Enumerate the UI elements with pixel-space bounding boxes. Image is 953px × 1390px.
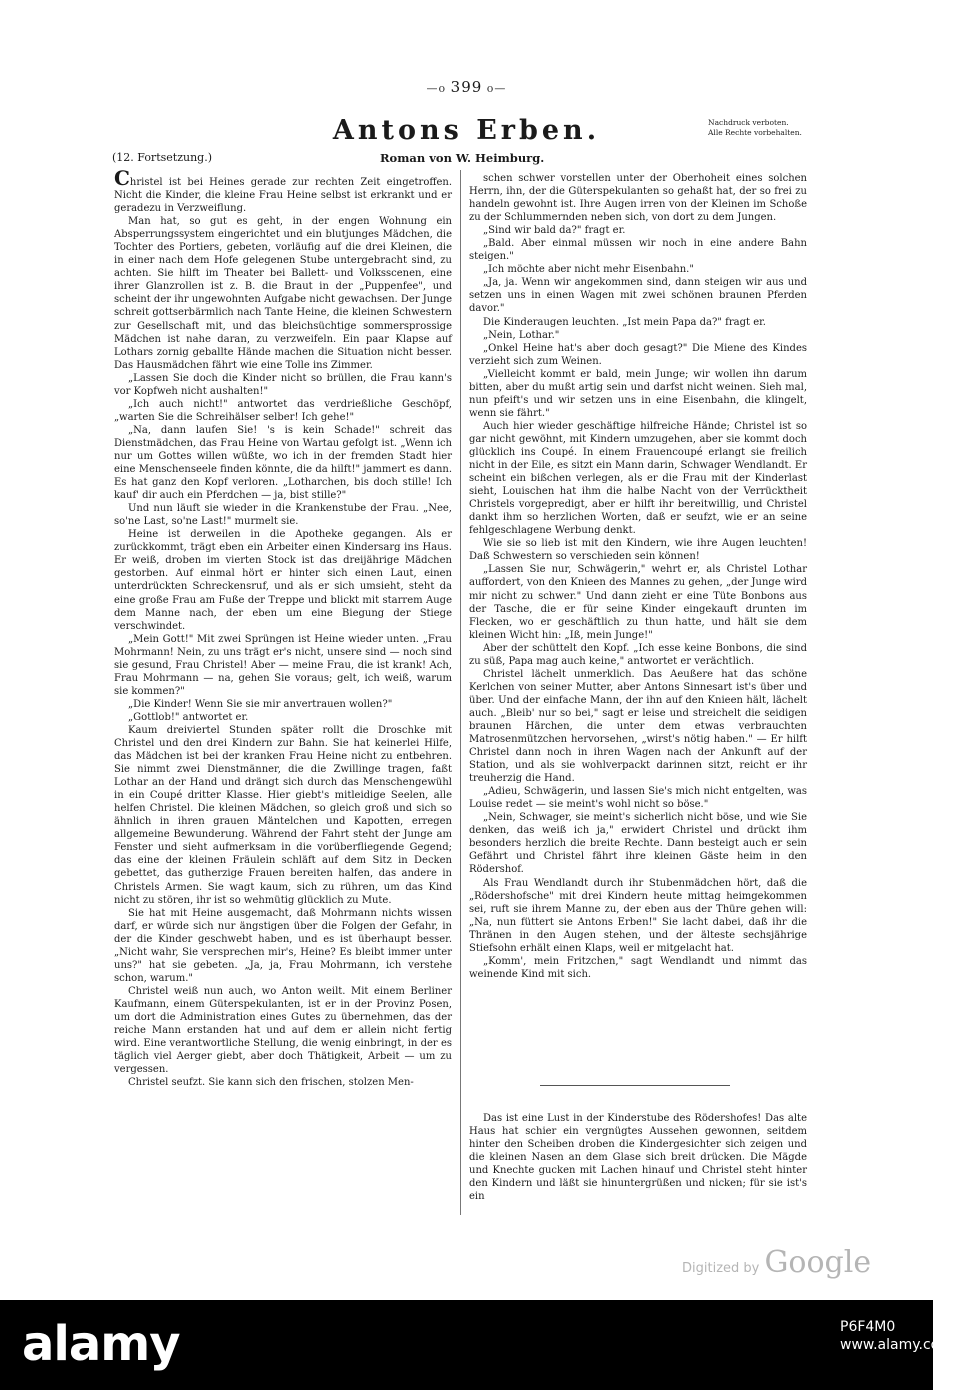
drop-initial: C (114, 166, 130, 190)
paragraph: Als Frau Wendlandt durch ihr Stubenmädchen hört, daß die „Rödershofsche" mit drei Kindern heute mittag heimgekommen sei, ruft sie ihrem Manne zu, der eben aus der Thüre gehen will: „Na, nun füttert sie Antons Erben!" Sie lacht dabei, daß ihr die Thränen in den Augen stehen, und der älteste sechsjährige Stiefsohn erhält einen Klaps, weil er mitgelacht hat. (469, 877, 807, 954)
paragraph: „Ja, ja. Wenn wir angekommen sind, dann steigen wir aus und setzen uns in einen Wagen mit zwei schönen braunen Pferden davor." (469, 277, 807, 315)
rights-line-1: Nachdruck verboten. (708, 118, 789, 127)
paragraph: Auch hier wieder geschäftige hilfreiche Hände; Christel ist so gar nicht gewöhnt, mit Kindern umzugehen, aber sie kommt doch glücklich ins Coupé. In einem Frauencoupé erlangt sie freilich nicht in der Eile, es sitzt ein Mann darin, Schwager Wendlandt. Er scheint ein bißchen verlegen, als er die Frau mit der Kinderlast sieht, Louischen hat ihm die halbe Nacht von der Verrücktheit Christels vorgepredigt, aber er hilft ihr bereitwillig, und Christel dankt ihm so herzlichen Worten, daß er seufzt, wie er an seine fehlgeschlagene Werbung denkt. (469, 420, 807, 537)
paragraph: „Komm', mein Fritzchen," sagt Wendlandt und nimmt das weinende Kind mit sich. (469, 955, 807, 980)
chapter-title: Antons Erben. (332, 115, 601, 146)
stock-logo: alamy (22, 1316, 180, 1372)
paragraph: „Ich möchte aber nicht mehr Eisenbahn." (483, 264, 694, 276)
section-divider (540, 1085, 730, 1086)
paragraph: Aber der schüttelt den Kopf. „Ich esse keine Bonbons, die sind zu süß, Papa mag auch keine," antwortet er verächtlich. (469, 642, 807, 667)
column-divider (460, 170, 461, 1215)
paragraph: Wie sie so lieb ist mit den Kindern, wie ihre Augen leuchten! Daß Schwestern so verschieden sein können! (469, 538, 807, 563)
paragraph: Christel seufzt. Sie kann sich den frischen, stolzen Men- (128, 1077, 414, 1089)
paragraph: Kaum dreiviertel Stunden später rollt die Droschke mit Christel und den drei Kindern zur Bahn. Sie hat keinerlei Hilfe, das Mädchen ist bei der kranken Frau Heine nicht zu entbehren. Sie nimmt zwei Dienstmänner, die die Zwillinge tragen, faßt Lothar an der Hand und drängt sich durch das Menschengewühl in ein Coupé dritter Klasse. Hier giebt's mitleidige Seelen, alle helfen Christel. Die kleinen Mädchen, so gleich groß und sich so ähnlich in ihren grauen Mäntelchen und Kapotten, erregen allgemeine Bewunderung. Während der Fahrt steht der Junge am Fenster und sieht aufmerksam in die vorüberfliegende Gegend; das eine der kleinen Fräulein schläft auf dem Sitz in Decken gebettet, das gutherzige Frauen bereiten halfen, das andere in Christels Armen. Sie wagt kaum, sich zu rühren, um das Kind nicht zu stören, ihr ist so wehmütig glücklich zu Mute. (114, 724, 452, 906)
right-text-column (469, 172, 807, 1217)
paragraph: „Ich auch nicht!" antwortet das verdrießliche Geschöpf, „warten Sie die Schreihälser selber! Ich gehe!" (114, 398, 452, 423)
paragraph: „Adieu, Schwägerin, und lassen Sie's mich nicht entgelten, was Louise redet — sie meint's wohl nicht so böse." (469, 786, 807, 811)
paragraph: „Lassen Sie doch die Kinder nicht so brüllen, die Frau kann's vor Kopfweh nicht aushalten!" (114, 372, 452, 397)
paragraph: „Na, dann laufen Sie! 's is kein Schade!" schreit das Dienstmädchen, das Frau Heine von Wartau gefolgt ist. „Wenn ich nur um Gottes willen wüßte, wo ich in der fremden Stadt hier eine Menschenseele finden könnte, die da hilft!" jammert es dann. Es hat ganz den Kopf verloren. „Lotharchen, bis doch stille! Ich kauf' dir auch ein Pferdchen — ja, bist stille?" (114, 424, 452, 502)
paragraph: „Nein, Schwager, sie meint's sicherlich nicht böse, und wie Sie denken, das weiß ich ja," erwidert Christel und drückt ihm besonders herzlich die breite Rechte. Dann besteigt auch er sein Gefährt und Christel fährt ihre kleinen Gäste heim in den Rödershof. (469, 812, 807, 876)
paragraph: „Mein Gott!" Mit zwei Sprüngen ist Heine wieder unten. „Frau Mohrmann! Nein, zu uns trägt er's nicht, unsere sind — noch sind sie gesund, Frau Christel! Aber — meine Frau, die ist krank! Ach, Frau Mohrmann — na, gehen Sie voraus; gelt, ich weiß, warum sie kommen?" (114, 633, 452, 697)
right-text-column-continued (469, 1112, 807, 1212)
paragraph: Und nun läuft sie wieder in die Krankenstube der Frau. „Nee, so'ne Last, so'ne Last!" murmelt sie. (114, 503, 452, 528)
paragraph: „Sind wir bald da?" fragt er. (483, 225, 626, 237)
paragraph: „Gottlob!" antwortet er. (128, 711, 249, 723)
paragraph: Die Kinderaugen leuchten. „Ist mein Papa da?" fragt er. (483, 316, 766, 328)
paragraph: „Bald. Aber einmal müssen wir noch in eine andere Bahn steigen." (469, 238, 807, 263)
paragraph: „Lassen Sie nur, Schwägerin," wehrt er, als Christel Lothar auffordert, von den Knieen des Mannes zu gehen, „der Junge wird mir nicht zu schwer." Und dann zieht er eine Tüte Bonbons aus der Tasche, die er für seine Kinder eingekauft drunten im Flecken, wo er geschäftlich zu thun hatte, und hält sie dem kleinen Wicht hin: „Iß, mein Junge!" (469, 564, 807, 641)
digitized-watermark: Digitized by Google (682, 1245, 872, 1280)
installment-label: (12. Fortsetzung.) (112, 151, 212, 164)
rights-notice (708, 118, 858, 138)
paragraph: Man hat, so gut es geht, in der engen Wohnung ein Absperrungssystem eingerichtet und ein blutjunges Mädchen, die Tochter des Portiers, gebeten, vorläufig auf die drei Kleinen, die in einer nach dem Hofe gelegenen Stube untergebracht sind, zu achten. Sie hilft im Theater bei Ballett- und Volksscenen, eine ihrer Glanzrollen ist z. B. die Braut in der „Puppenfee", und scheint der ihr ungewohnten Aufgabe nicht gewachsen. Der Junge schreit gottserbärmlich nach Tante Heine, die kleinen Schwestern zur Gesellschaft mit, und das bleichsüchtige sommersprossige Mädchen ist nahe daran, zu verzweifeln. Ein paar Klapse auf Lothars zornig geballte Hände machen die Situation nicht besser. Das Hausmädchen fährt wie eine Tolle ins Zimmer. (114, 216, 452, 371)
paragraph: „Die Kinder! Wenn Sie sie mir anvertrauen wollen?" (128, 698, 393, 710)
paragraph: „Vielleicht kommt er bald, mein Junge; wir wollen ihn darum bitten, aber du mußt artig sein und darfst nicht weinen. Sieh mal, nun pfeift's und wir setzen uns in eine Eisenbahn, die klingelt, wenn sie fährt." (469, 368, 807, 419)
page-number: —o 399 o— (426, 78, 507, 96)
paragraph: Christel weiß nun auch, wo Anton weilt. Mit einem Berliner Kaufmann, einem Güterspekulanten, ist er in der Provinz Posen, um dort die Administration eines Gutes zu übernehmen, das der reiche Mann erstanden hat und auf dem er allein nicht fertig wird. Eine verantwortliche Stellung, die wenig einbringt, in der es täglich viel Aerger giebt, aber doch Thätigkeit, Arbeit — um zu vergessen. (114, 985, 452, 1076)
paragraph: Christel ist bei Heines gerade zur rechten Zeit eingetroffen. Nicht die Kinder, die kleine Frau Heine selbst ist erkrankt und er geradezu in Verzweiflung. (114, 166, 452, 215)
rights-line-2: Alle Rechte vorbehalten. (708, 128, 802, 137)
paragraph: „Onkel Heine hat's aber doch gesagt?" Die Miene des Kindes verzieht sich zum Weinen. (469, 342, 807, 367)
left-text-column (114, 166, 452, 1212)
paragraph: schen schwer vorstellen unter der Oberhoheit eines solchen Herrn, ihn, der die Güterspekulanten so gehaßt hat, der so frei zu handeln gewohnt ist. Ihre Augen irren von der Kleinen im Schoße zu der Schlummernden neben sich, von dort zu dem Jungen. (469, 173, 807, 224)
stock-id-block (840, 1318, 953, 1354)
paragraph: „Nein, Lothar." (483, 329, 560, 341)
stock-image-id: P6F4M0 (840, 1319, 896, 1335)
stock-site: www.alamy.com (840, 1337, 953, 1353)
paragraph: Christel lächelt unmerklich. Das Aeußere hat das schöne Kerlchen von seiner Mutter, aber Antons Sinnesart ist's über und über. Und der einfache Mann, der ihn auf den Knieen hält, lächelt auch. „Bleib' nur so bei," sagt er leise und streichelt die seidigen braunen Härchen, die unter dem etwas verbrauchten Matrosenmützchen hervorsehen, „wirst's nötig haben." — Er hilft Christel dann noch in ihren Wagen nach der Ankunft auf der Station, und als sie wohlverpackt darinnen sitzt, reicht er ihr treuherzig die Hand. (469, 668, 807, 785)
paragraph: Heine ist derweilen in die Apotheke gegangen. Als er zurückkommt, trägt eben ein Arbeiter einen Kindersarg ins Haus. Er weiß, droben im vierten Stock ist das dreijährige Mädchen gestorben. Auf einmal hört er hinter sich einen Laut, einen unterdrückten Schreckensruf, und als er sich umsieht, steht da eine große Frau am Fuße der Treppe und blickt mit starrem Auge dem Manne nach, der eben um eine Biegung der Stiege verschwindet. (114, 529, 452, 632)
author-byline: Roman von W. Heimburg. (380, 151, 545, 165)
paragraph: Das ist eine Lust in der Kinderstube des Rödershofes! Das alte Haus hat schier ein vergnügtes Aussehen gewonnen, seitdem hinter den Scheiben droben die Kindergesichter sich zeigen und die kleinen Nasen an dem Glase sich breit drücken. Die Mägde und Knechte gucken mit Lachen hinauf und Christel steht hinter den Kindern und läßt sie hinuntergrüßen und nicken; für sie ist's ein (469, 1113, 807, 1203)
paragraph: Sie hat mit Heine ausgemacht, daß Mohrmann nichts wissen darf, er würde sich nur ängstigen über die Folgen der Gefahr, in der die Kinder geschwebt haben, und es ist überhaupt besser. „Nicht wahr, Sie versprechen mir's, Heine? Es bleibt immer unter uns?" hat sie gebeten. „Ja, ja, Frau Mohrmann, ich verstehe schon, warum." (114, 907, 452, 984)
